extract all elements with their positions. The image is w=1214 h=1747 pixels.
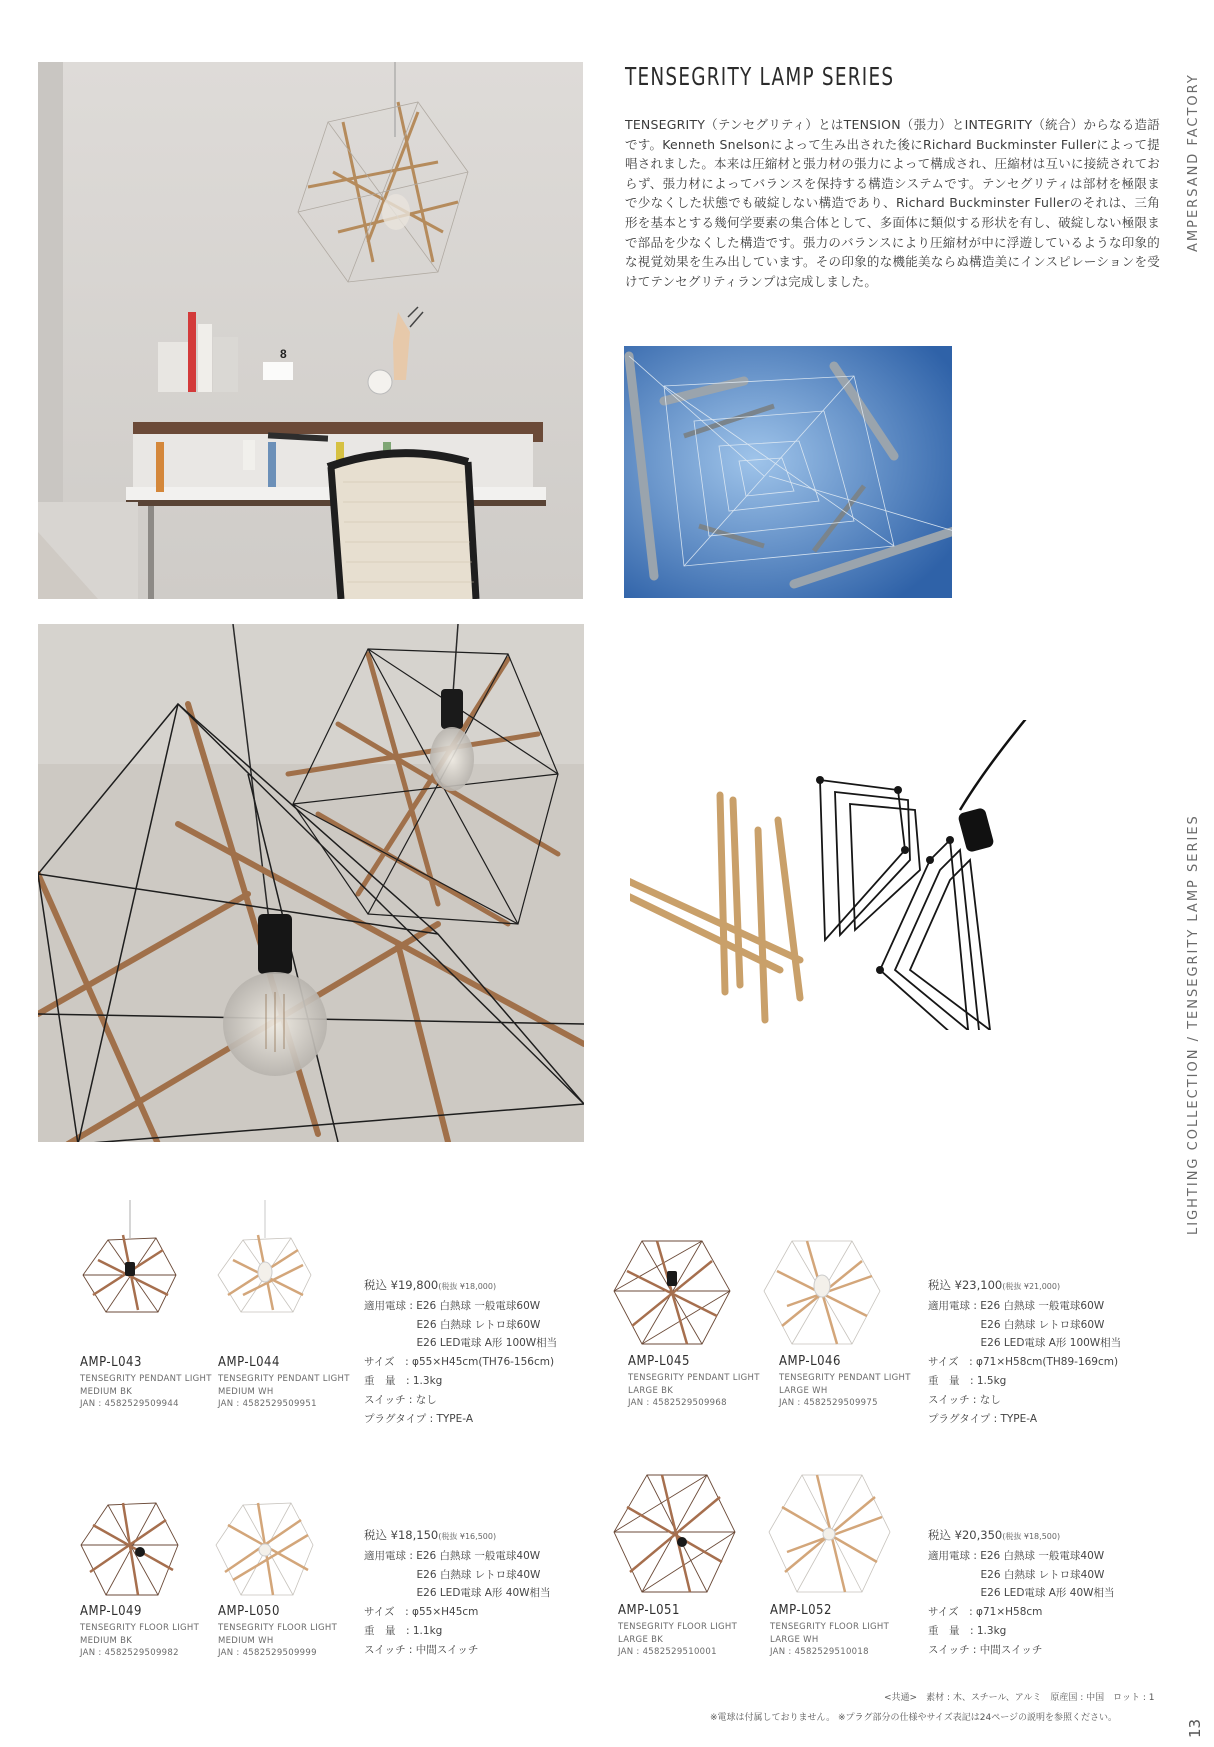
product-description: TENSEGRITY FLOOR LIGHT LARGE BK JAN : 4582529510001 bbox=[618, 1622, 738, 1657]
side-series-label: LIGHTING COLLECTION / TENSEGRITY LAMP SERIES bbox=[1186, 814, 1201, 1235]
price-excl-tax: (税抜 ¥18,000) bbox=[438, 1282, 497, 1291]
spec-block-medium-pendant bbox=[364, 1276, 557, 1428]
product-description: TENSEGRITY PENDANT LIGHT MEDIUM WH JAN : 4582529509951 bbox=[218, 1374, 350, 1409]
product-image-amp-l045 bbox=[612, 1236, 732, 1346]
product-code: AMP-L051 bbox=[618, 1603, 680, 1618]
price-excl-tax: (税抜 ¥16,500) bbox=[438, 1532, 497, 1541]
spec-details: 適用電球 : E26 白熱球 一般電球60W E26 白熱球 レトロ球60W E26 LED電球 A形 100W相当 サイズ : φ55×H45cm(TH76-156cm) 重 量 : 1.3kg スイッチ : なし プラグタイプ : TYPE-A bbox=[364, 1299, 558, 1425]
page-number: 13 bbox=[1186, 1718, 1204, 1738]
page-title: TENSEGRITY LAMP SERIES bbox=[625, 62, 895, 91]
product-description: TENSEGRITY FLOOR LIGHT MEDIUM BK JAN : 4582529509982 bbox=[80, 1623, 200, 1658]
spec-details: 適用電球 : E26 白熱球 一般電球60W E26 白熱球 レトロ球60W E26 LED電球 A形 100W相当 サイズ : φ71×H58cm(TH89-169cm) 重 量 : 1.5kg スイッチ : なし プラグタイプ : TYPE-A bbox=[928, 1299, 1122, 1425]
spec-block-medium-floor bbox=[364, 1526, 551, 1660]
clock-number: 8 bbox=[280, 347, 287, 361]
product-code: AMP-L049 bbox=[80, 1604, 142, 1619]
product-code: AMP-L044 bbox=[218, 1355, 280, 1370]
product-code: AMP-L046 bbox=[779, 1354, 841, 1369]
product-image-amp-l044 bbox=[213, 1200, 318, 1315]
bulb-note: ※電球は付属しておりません。 ※プラグ部分の仕様やサイズ表記は24ページの説明を参照ください。 bbox=[710, 1713, 1118, 1723]
intro-paragraph: TENSEGRITY（テンセグリティ）とはTENSION（張力）とINTEGRITY（統合）からなる造語です。Kenneth Snelsonによって生み出された後にRichard Buckminster Fullerによって提唱されました。本来は圧縮材と張力材の張力によって構成され、圧縮材は互いに接続されておらず、張力材によってバランスを保持する構造システムです。テンセグリティは部材を極限まで少なくした状態でも破綻しない構造であり、Richard Buckminster Fullerのそれは、三角形を基本とする幾何学要素の集合体として、多面体に類似する形状を有し、破綻しない極限まで部品を少なくした構造です。張力のバランスにより圧縮材が中に浮遊しているような印象的な視覚効果を生み出しています。その印象的な機能美ならぬ構造美にインスピレーションを受けてテンセグリティランプは完成しました。 bbox=[625, 117, 1160, 289]
product-image-amp-l049 bbox=[78, 1500, 183, 1600]
spec-block-large-floor bbox=[928, 1526, 1115, 1660]
product-code: AMP-L052 bbox=[770, 1603, 832, 1618]
product-image-amp-l046 bbox=[762, 1236, 882, 1346]
spec-block-large-pendant bbox=[928, 1276, 1121, 1428]
product-image-amp-l050 bbox=[213, 1500, 318, 1600]
desk-lifestyle-photo bbox=[38, 62, 583, 599]
tensegrity-sculpture-photo bbox=[624, 346, 952, 598]
product-code: AMP-L045 bbox=[628, 1354, 690, 1369]
pendant-lamps-photo bbox=[38, 624, 584, 1142]
spec-details: 適用電球 : E26 白熱球 一般電球40W E26 白熱球 レトロ球40W E26 LED電球 A形 40W相当 サイズ : φ71×H58cm 重 量 : 1.3kg スイッチ : 中間スイッチ bbox=[928, 1549, 1115, 1656]
product-image-amp-l051 bbox=[612, 1472, 737, 1597]
disassembled-parts-photo bbox=[630, 720, 1140, 1030]
price: 税込 ¥20,350 bbox=[928, 1528, 1003, 1542]
product-description: TENSEGRITY PENDANT LIGHT MEDIUM BK JAN : 4582529509944 bbox=[80, 1374, 212, 1409]
common-specs-note: <共通> 素材 : 木、スチール、アルミ 原産国 : 中国 ロット : 1 bbox=[884, 1693, 1155, 1703]
price: 税込 ¥19,800 bbox=[364, 1278, 439, 1292]
product-image-amp-l043 bbox=[78, 1200, 183, 1315]
product-image-amp-l052 bbox=[767, 1472, 892, 1597]
product-description: TENSEGRITY PENDANT LIGHT LARGE BK JAN : 4582529509968 bbox=[628, 1373, 760, 1408]
price-excl-tax: (税抜 ¥18,500) bbox=[1002, 1532, 1061, 1541]
price-excl-tax: (税抜 ¥21,000) bbox=[1002, 1282, 1061, 1291]
spec-details: 適用電球 : E26 白熱球 一般電球40W E26 白熱球 レトロ球40W E26 LED電球 A形 40W相当 サイズ : φ55×H45cm 重 量 : 1.1kg スイッチ : 中間スイッチ bbox=[364, 1549, 551, 1656]
price: 税込 ¥18,150 bbox=[364, 1528, 439, 1542]
product-description: TENSEGRITY FLOOR LIGHT MEDIUM WH JAN : 4582529509999 bbox=[218, 1623, 338, 1658]
product-description: TENSEGRITY PENDANT LIGHT LARGE WH JAN : 4582529509975 bbox=[779, 1373, 911, 1408]
product-code: AMP-L043 bbox=[80, 1355, 142, 1370]
side-brand-label: AMPERSAND FACTORY bbox=[1186, 73, 1201, 252]
product-code: AMP-L050 bbox=[218, 1604, 280, 1619]
price: 税込 ¥23,100 bbox=[928, 1278, 1003, 1292]
product-description: TENSEGRITY FLOOR LIGHT LARGE WH JAN : 4582529510018 bbox=[770, 1622, 890, 1657]
